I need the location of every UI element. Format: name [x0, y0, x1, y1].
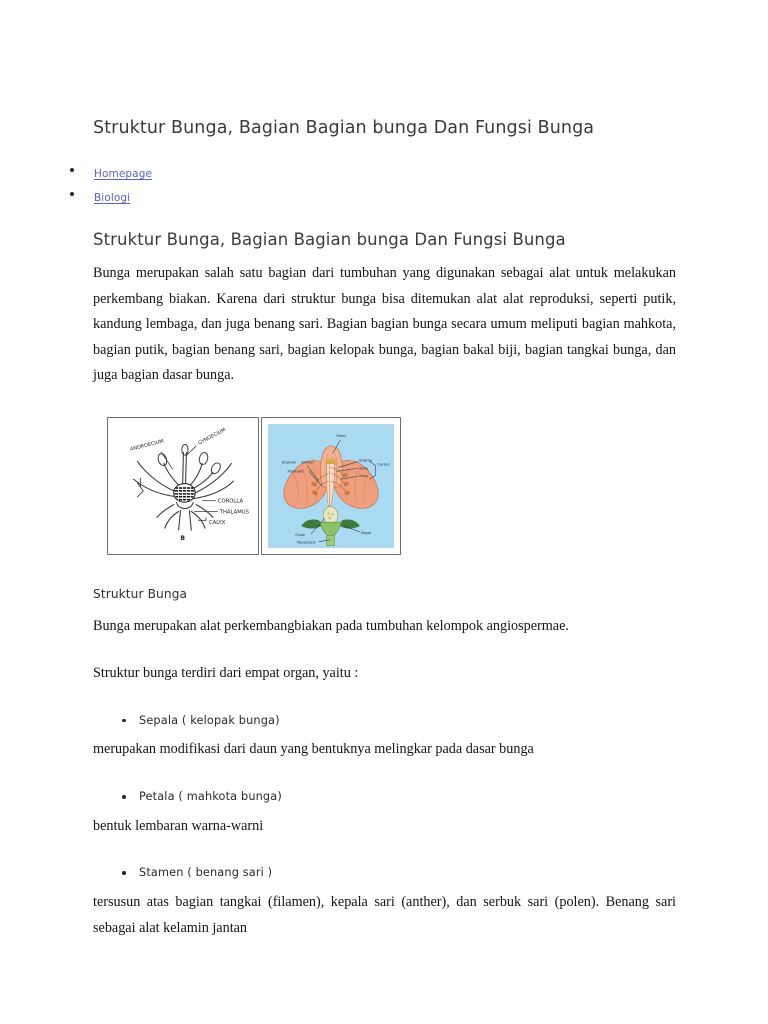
- link-biologi[interactable]: Biologi: [94, 192, 131, 205]
- organ-description: tersusun atas bagian tangkai (filamen), kepala sari (anther), dan serbuk sari (polen). Benang sari sebagai alat kelamin jantan: [93, 894, 676, 936]
- page-title: Struktur Bunga, Bagian Bagian bunga Dan Fungsi Bunga: [93, 118, 595, 138]
- label-calyx: CALYX: [208, 520, 226, 527]
- label-thalamus: THALAMUS: [219, 509, 249, 516]
- line-diagram-svg: [108, 418, 258, 554]
- organ-description: merupakan modifikasi dari daun yang bentuknya melingkar pada dasar bunga: [93, 741, 534, 758]
- label-anther: Anther: [301, 459, 314, 465]
- organ-description: bentuk lembaran warna-warni: [93, 817, 264, 834]
- section-paragraph: Bunga merupakan alat perkembangbiakan pada tumbuhan kelompok angiospermae.: [93, 617, 569, 634]
- organ-label-row: [93, 865, 676, 881]
- label-gynoecium: GYNOECIUM: [197, 426, 227, 447]
- label-corolla: COROLLA: [217, 498, 244, 505]
- organ-label: Petala ( mahkota bunga): [139, 789, 282, 803]
- label-filament: Filament: [287, 468, 304, 474]
- bullet-icon: [122, 795, 126, 799]
- ovary-shape: [174, 483, 196, 502]
- bullet-icon: [70, 192, 74, 196]
- label-style: Style: [358, 465, 369, 471]
- organ-label: Stamen ( benang sari ): [139, 866, 273, 880]
- organ-label-row: [93, 713, 676, 729]
- label-ovule: Ovule: [295, 532, 305, 537]
- organ-label: Sepala ( kelopak bunga): [139, 713, 280, 727]
- bullet-icon: [70, 168, 74, 172]
- organ-list: [93, 687, 676, 941]
- label-carpel: Carpel: [377, 461, 390, 467]
- label-panel-letter: B: [180, 535, 186, 542]
- section-heading-struktur-bunga: Struktur Bunga: [93, 586, 188, 601]
- flower-structure-figure: [93, 389, 676, 555]
- figure-panel-line-diagram: [107, 417, 259, 555]
- label-stigma: Stigma: [358, 457, 373, 463]
- label-sepal: Sepal: [360, 529, 372, 535]
- list-item: [93, 839, 676, 941]
- list-item: [93, 763, 676, 839]
- label-androecium: ANDROECIUM: [129, 438, 165, 453]
- link-homepage[interactable]: Homepage: [94, 167, 153, 180]
- label-stamen: Stamen: [281, 459, 297, 465]
- hibiscus-diagram-svg: [268, 424, 394, 548]
- list-item: [70, 165, 676, 190]
- label-petal: Petal: [336, 432, 346, 438]
- article-intro-paragraph: Bunga merupakan salah satu bagian dari tumbuhan yang digunakan sebagai alat untuk melakukan perkembang biakan. Karena dari struktur bunga bisa ditemukan alat alat reproduksi, seperti putik, kandung lembaga, dan juga benang sari. Bagian bagian bunga secara umum meliputi bagian mahkota, bagian putik, bagian benang sari, bagian kelopak bunga, bagian bakal biji, bagian tangkai bunga, dan juga bagian dasar bunga.: [93, 265, 676, 384]
- list-item: [70, 189, 676, 214]
- list-intro-paragraph: Struktur bunga terdiri dari empat organ, yaitu :: [93, 665, 359, 682]
- bullet-icon: [122, 719, 126, 723]
- label-receptacle: Receptacle: [297, 540, 316, 545]
- label-ovary: Ovary: [358, 474, 369, 479]
- article-heading: Struktur Bunga, Bagian Bagian bunga Dan Fungsi Bunga: [93, 229, 566, 249]
- breadcrumb-link-list: [93, 140, 676, 214]
- bullet-icon: [122, 871, 126, 875]
- list-item: [93, 687, 676, 763]
- organ-label-row: [93, 789, 676, 805]
- diagram-blue-background: [268, 424, 394, 548]
- figure-panel-color-diagram: [261, 417, 401, 555]
